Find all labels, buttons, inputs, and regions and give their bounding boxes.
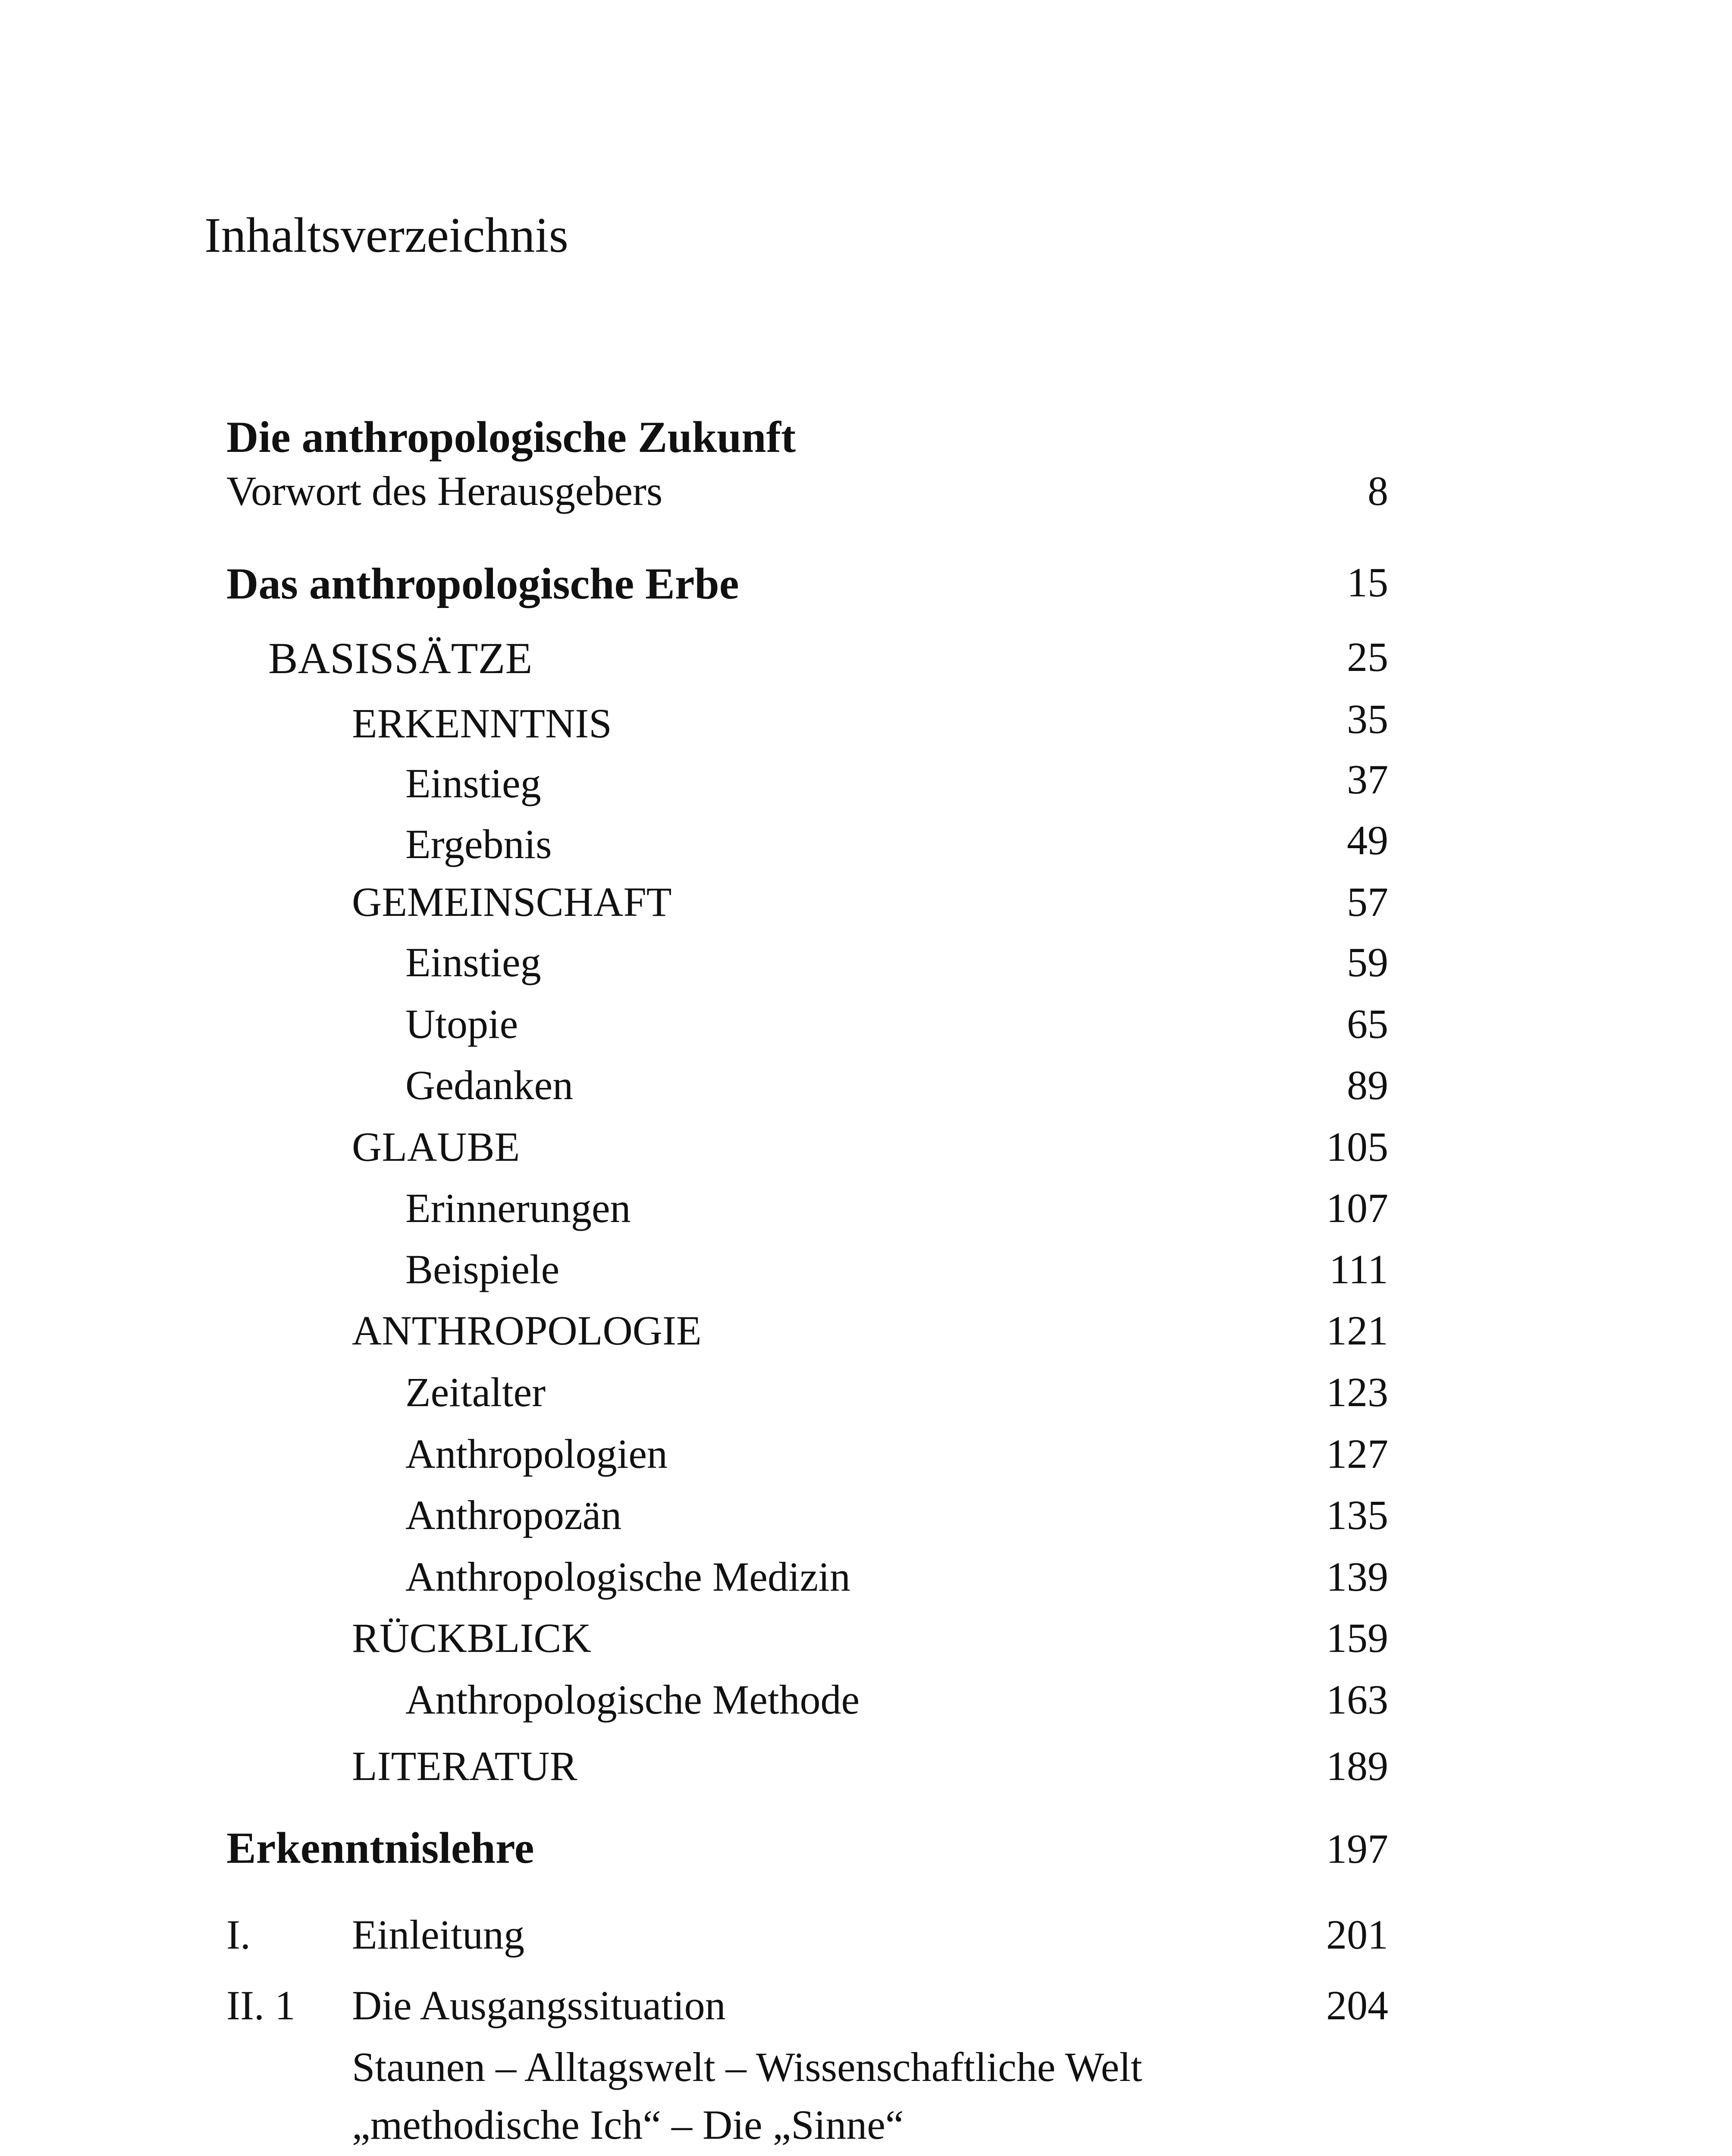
toc-entry-page: 57 <box>1347 879 1388 925</box>
toc-entry-number: II. 1 <box>226 1982 295 2028</box>
toc-entry-label: Einstieg <box>405 760 541 806</box>
toc-entry-label: GEMEINSCHAFT <box>352 879 672 925</box>
toc-entry-page: 201 <box>1326 1912 1388 1958</box>
toc-entry-label: Anthropologische Medizin <box>405 1554 850 1600</box>
toc-entry-page: 163 <box>1326 1677 1388 1723</box>
toc-entry-page: 127 <box>1326 1431 1388 1477</box>
toc-entry-page: 111 <box>1329 1246 1388 1292</box>
toc-entry-page: 121 <box>1326 1307 1388 1354</box>
toc-entry-label: Einleitung <box>352 1912 524 1958</box>
toc-entry-page: 65 <box>1347 1001 1388 1047</box>
toc-entry-label: Vorwort des Herausgebers <box>226 468 663 514</box>
toc-section-heading: Die anthropologische Zukunft <box>226 413 796 462</box>
toc-entry-page: 37 <box>1347 756 1388 802</box>
toc-entry-page: 8 <box>1368 468 1388 514</box>
toc-entry-page: 59 <box>1347 939 1388 985</box>
toc-entry-page: 139 <box>1326 1554 1388 1600</box>
toc-entry-page: 159 <box>1326 1615 1388 1661</box>
toc-entry-page: 135 <box>1326 1492 1388 1538</box>
toc-entry-label: Einstieg <box>405 939 541 985</box>
toc-entry-label: LITERATUR <box>352 1743 577 1789</box>
toc-entry-label: Anthropologische Methode <box>405 1677 860 1723</box>
toc-entry-label: Gedanken <box>405 1062 574 1108</box>
toc-entry-page: 105 <box>1326 1124 1388 1170</box>
toc-entry-label: Anthropologien <box>405 1431 668 1477</box>
toc-entry-page: 123 <box>1326 1369 1388 1415</box>
toc-entry-label: Erinnerungen <box>405 1185 631 1231</box>
toc-entry-label: ERKENNTNIS <box>352 700 612 746</box>
toc-entry-page: 89 <box>1347 1062 1388 1108</box>
toc-entry-label: ANTHROPOLOGIE <box>352 1307 702 1354</box>
toc-entry-label: Ergebnis <box>405 821 552 867</box>
toc-entry-page: 25 <box>1347 634 1388 680</box>
page-title: Inhaltsverzeichnis <box>204 208 568 263</box>
toc-entry-number: I. <box>226 1912 251 1958</box>
toc-entry-page: 204 <box>1326 1982 1388 2028</box>
toc-entry-label: BASISSÄTZE <box>268 634 533 683</box>
toc-entry-page: 189 <box>1326 1743 1388 1789</box>
toc-entry-page: 49 <box>1347 817 1388 863</box>
toc-entry-page: 15 <box>1347 559 1388 605</box>
toc-entry-page: 35 <box>1347 696 1388 742</box>
toc-entry-page: 107 <box>1326 1185 1388 1231</box>
toc-entry-label: Die Ausgangssituation <box>352 1982 726 2028</box>
toc-entry-label: Anthropozän <box>405 1492 622 1538</box>
toc-entry-description: „methodische Ich“ – Die „Sinne“ <box>352 2102 904 2148</box>
toc-section-heading: Erkenntnislehre <box>226 1824 534 1873</box>
toc-entry-page: 197 <box>1326 1826 1388 1872</box>
toc-section-heading: Das anthropologische Erbe <box>226 559 739 608</box>
toc-entry-description: Staunen – Alltagswelt – Wissenschaftliche Welt <box>352 2044 1142 2090</box>
toc-entry-label: Zeitalter <box>405 1369 546 1415</box>
toc-entry-label: Beispiele <box>405 1246 560 1292</box>
toc-entry-label: GLAUBE <box>352 1124 520 1170</box>
toc-entry-label: RÜCKBLICK <box>352 1615 591 1661</box>
toc-entry-label: Utopie <box>405 1001 518 1047</box>
